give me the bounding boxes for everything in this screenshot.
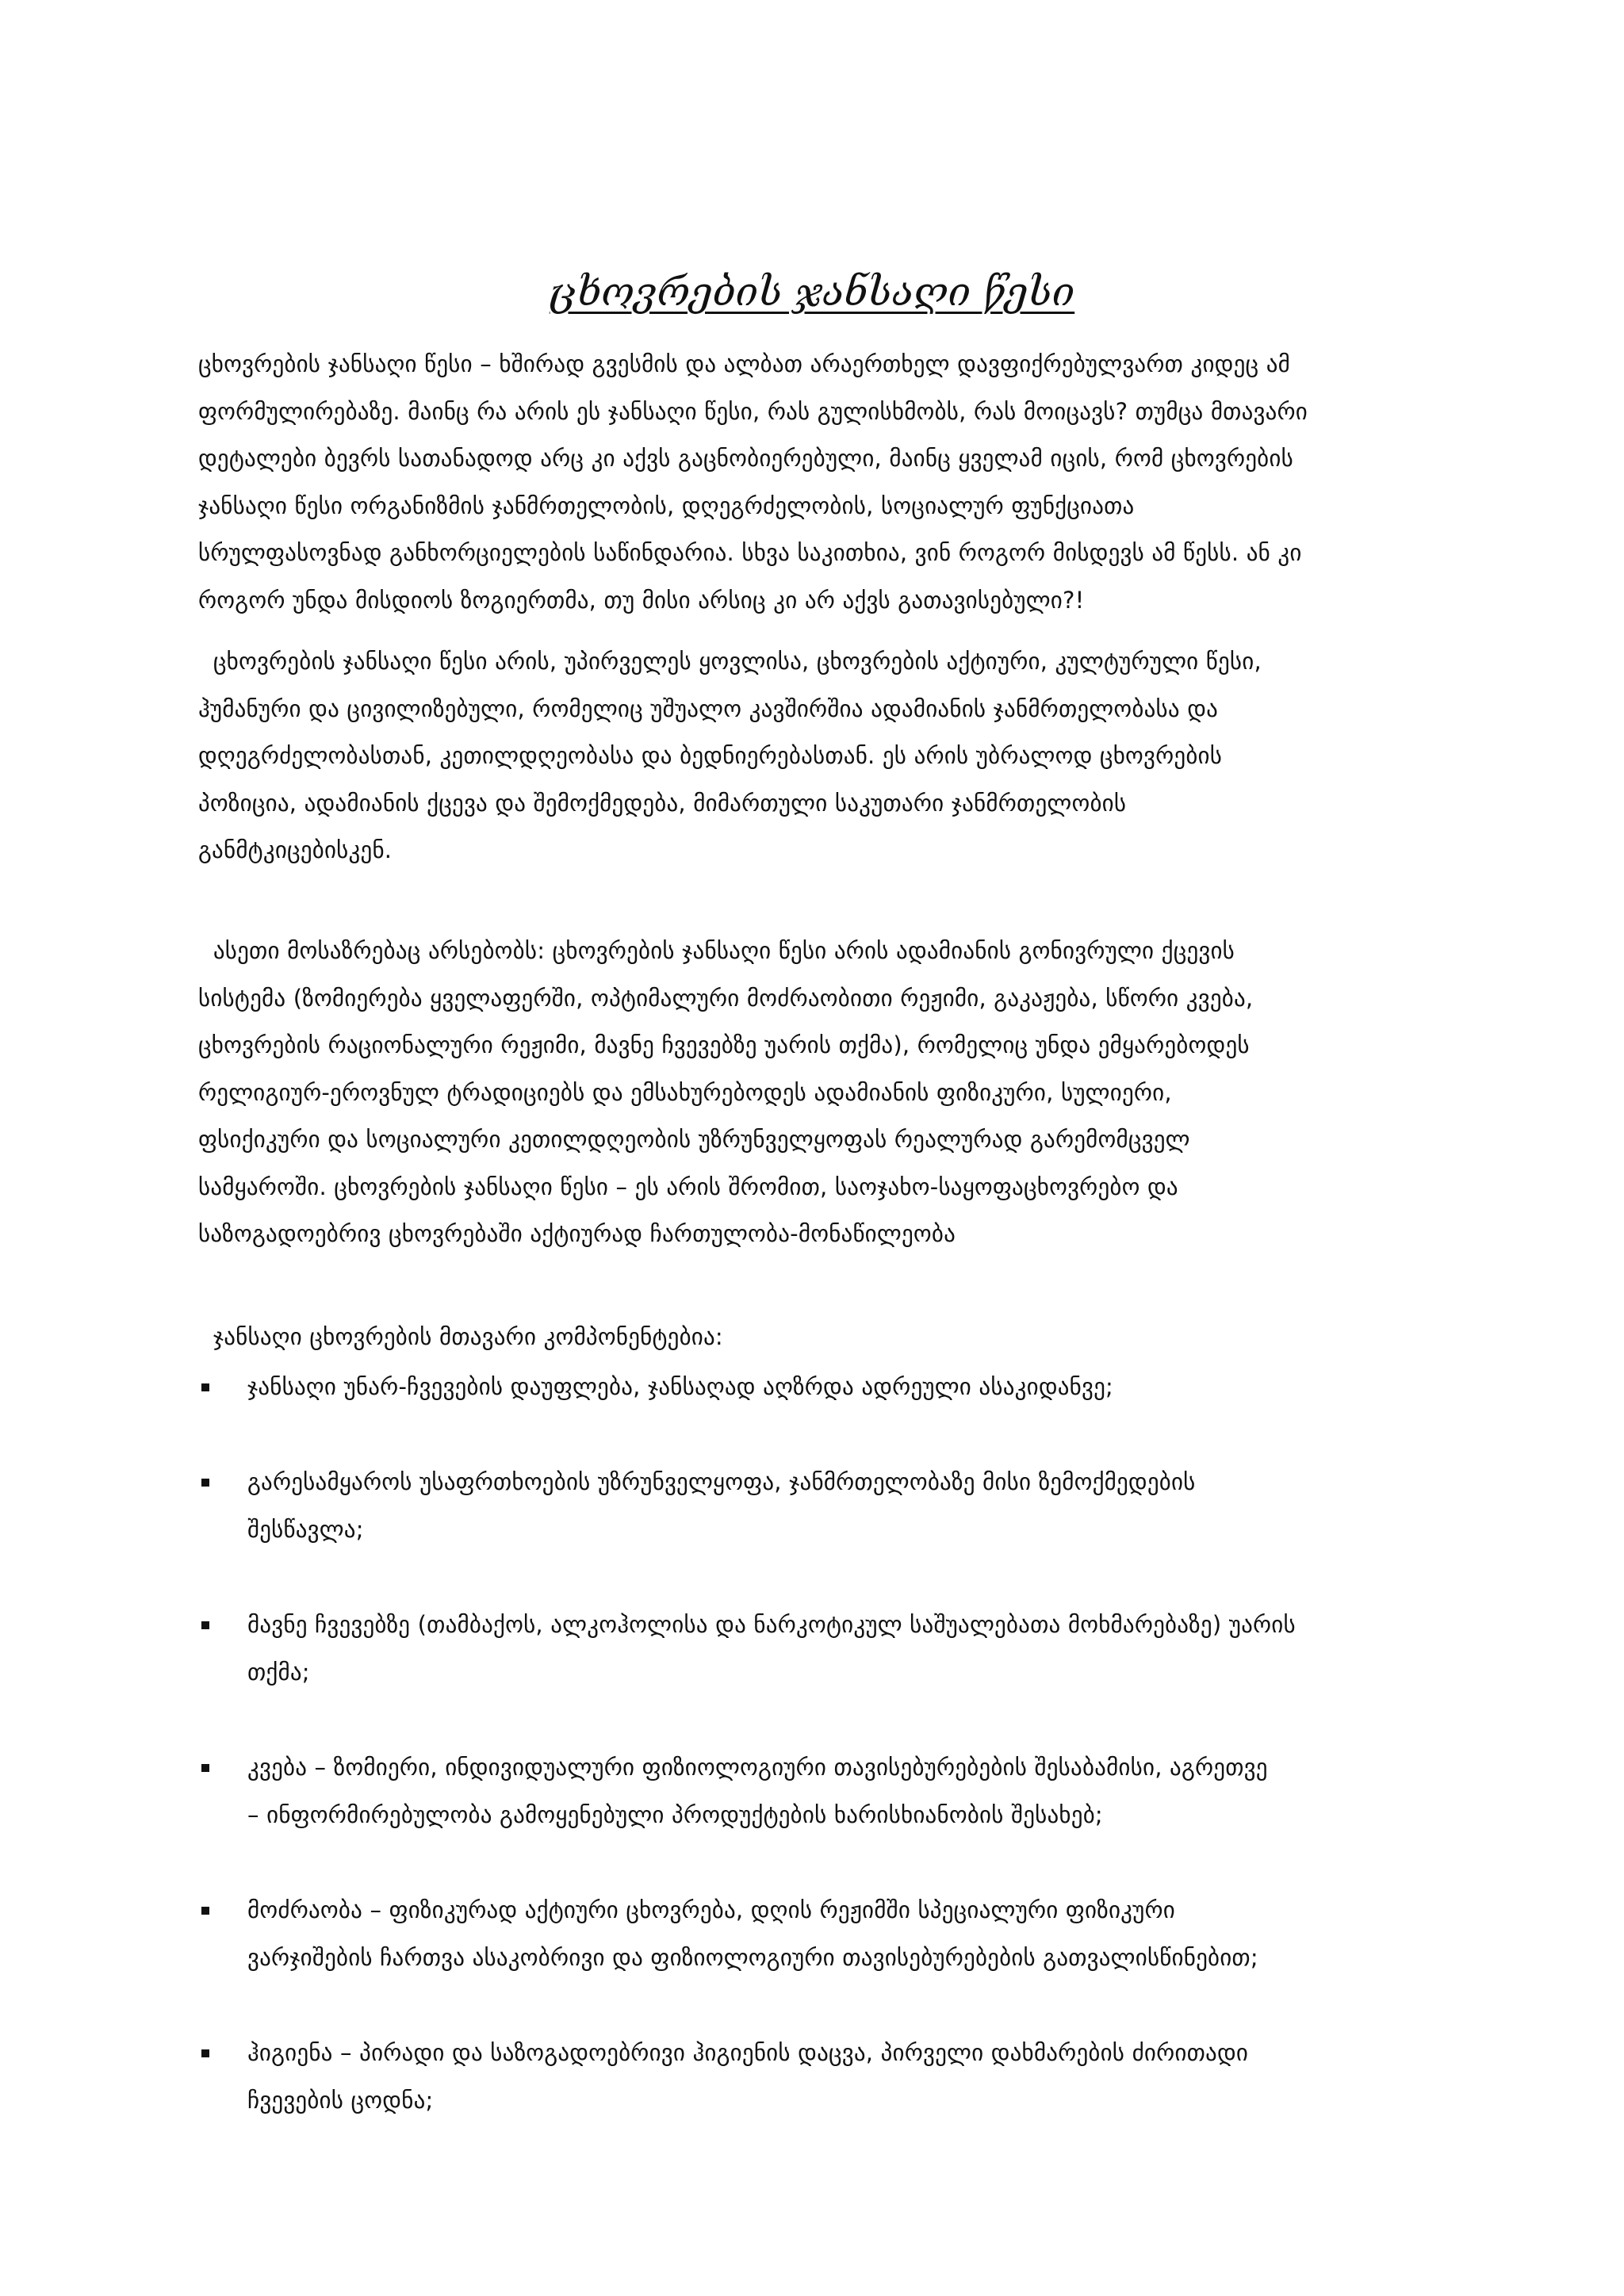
list-item-text	[247, 2030, 1453, 2124]
paragraph-3	[198, 928, 1443, 1258]
list-item-line: – ინფორმირებულობა გამოყენებული პროდუქტების ხარისხიანობის შესახებ;	[247, 1800, 1103, 1828]
paragraph-line: როგორ უნდა მისდიოს ზოგიერთმა, თუ მისი არსიც კი არ აქვს გათავისებული?!	[198, 586, 1085, 614]
paragraph-line: რელიგიურ-ეროვნულ ტრადიციებს და ემსახურებოდეს ადამიანის ფიზიკური, სულიერი,	[198, 1078, 1172, 1106]
paragraph-2	[198, 638, 1443, 874]
page-title: ცხოვრების ჯანსაღი წესი	[549, 269, 1075, 315]
paragraph-line: განმტკიცებისკენ.	[198, 836, 393, 863]
list-item-text	[247, 1459, 1453, 1553]
bullet-marker	[201, 1383, 209, 1391]
list-item-line: ვარჯიშების ჩართვა ასაკობრივი და ფიზიოლოგიური თავისებურებების გათვალისწინებით;	[247, 1943, 1258, 1971]
paragraph-line: ცხოვრების ჯანსაღი წესი არის, უპირველეს ყოვლისა, ცხოვრების აქტიური, კულტურული წესი,	[198, 648, 1262, 675]
list-item-text	[247, 1601, 1453, 1696]
bullet-marker	[201, 1764, 209, 1772]
paragraph-line: ასეთი მოსაზრებაც არსებობს: ცხოვრების ჯანსაღი წესი არის ადამიანის გონივრული ქცევის	[198, 937, 1235, 964]
paragraph-line: პოზიცია, ადამიანის ქცევა და შემოქმედება, მიმართული საკუთარი ჯანმრთელობის	[198, 789, 1127, 817]
paragraph-1	[198, 341, 1443, 624]
paragraph-line: ჰუმანური და ცივილიზებული, რომელიც უშუალო კავშირშია ადამიანის ჯანმრთელობასა და	[198, 695, 1219, 722]
bullet-marker	[201, 1907, 209, 1915]
paragraph-line: დღეგრძელობასთან, კეთილდღეობასა და ბედნიერებასთან. ეს არის უბრალოდ ცხოვრების	[198, 742, 1223, 769]
paragraph-line: ფსიქიკური და სოციალური კეთილდღეობის უზრუნველყოფას რეალურად გარემომცველ	[198, 1126, 1190, 1153]
bullet-marker	[201, 1479, 209, 1487]
list-item-line: კვება – ზომიერი, ინდივიდუალური ფიზიოლოგიური თავისებურებების შესაბამისი, აგრეთვე	[247, 1754, 1268, 1781]
paragraph-line: ცხოვრების ჯანსაღი წესი – ხშირად გვესმის და ალბათ არაერთხელ დავფიქრებულვართ კიდეც ამ	[198, 350, 1290, 377]
bullet-marker	[201, 1621, 209, 1629]
list-item-line: თქმა;	[247, 1658, 310, 1686]
list-item-line: შესწავლა;	[247, 1515, 364, 1543]
paragraph-line: სისტემა (ზომიერება ყველაფერში, ოპტიმალური მოძრაობითი რეჟიმი, გაკაჟება, სწორი კვება,	[198, 984, 1254, 1012]
components-intro	[198, 1314, 1443, 1361]
paragraph-line: დეტალები ბევრს სათანადოდ არც კი აქვს გაცნობიერებული, მაინც ყველამ იცის, რომ ცხოვრების	[198, 445, 1293, 472]
list-item-line: მოძრაობა – ფიზიკურად აქტიური ცხოვრება, დღის რეჟიმში სპეციალური ფიზიკური	[247, 1896, 1175, 1923]
list-item-line: გარესამყაროს უსაფრთხოების უზრუნველყოფა, ჯანმრთელობაზე მისი ზემოქმედების	[247, 1468, 1196, 1495]
paragraph-line: ცხოვრების რაციონალური რეჟიმი, მავნე ჩვევებზე უარის თქმა), რომელიც უნდა ემყარებოდეს	[198, 1031, 1250, 1058]
list-item-line: ჯანსაღი უნარ-ჩვევების დაუფლება, ჯანსაღად აღზრდა ადრეული ასაკიდანვე;	[247, 1373, 1113, 1400]
paragraph-line: ფორმულირებაზე. მაინც რა არის ეს ჯანსაღი წესი, რას გულისხმობს, რას მოიცავს? თუმცა მთავარი	[198, 397, 1308, 425]
paragraph-line: ჯანსაღი წესი ორგანიზმის ჯანმრთელობის, დღეგრძელობის, სოციალურ ფუნქციათა	[198, 492, 1135, 519]
components-intro-text: ჯანსაღი ცხოვრების მთავარი კომპონენტებია:	[198, 1323, 723, 1350]
paragraph-line: სამყაროში. ცხოვრების ჯანსაღი წესი – ეს არის შრომით, საოჯახო-საყოფაცხოვრებო და	[198, 1173, 1178, 1200]
list-item-text	[247, 1364, 1453, 1411]
bullet-marker	[201, 2049, 209, 2057]
paragraph-line: სრულფასოვნად განხორციელების საწინდარია. სხვა საკითხია, ვინ როგორ მისდევს ამ წესს. ან კი	[198, 539, 1302, 566]
list-item-line: მავნე ჩვევებზე (თამბაქოს, ალკოჰოლისა და ნარკოტიკულ საშუალებათა მოხმარებაზე) უარის	[247, 1611, 1296, 1638]
list-item-line: ჩვევების ცოდნა;	[247, 2086, 434, 2114]
list-item-line: ჰიგიენა – პირადი და საზოგადოებრივი ჰიგიენის დაცვა, პირველი დახმარების ძირითადი	[247, 2039, 1249, 2066]
list-item-text	[247, 1887, 1453, 1981]
paragraph-line: საზოგადოებრივ ცხოვრებაში აქტიურად ჩართულობა-მონაწილეობა	[198, 1220, 956, 1247]
list-item-text	[247, 1744, 1453, 1839]
